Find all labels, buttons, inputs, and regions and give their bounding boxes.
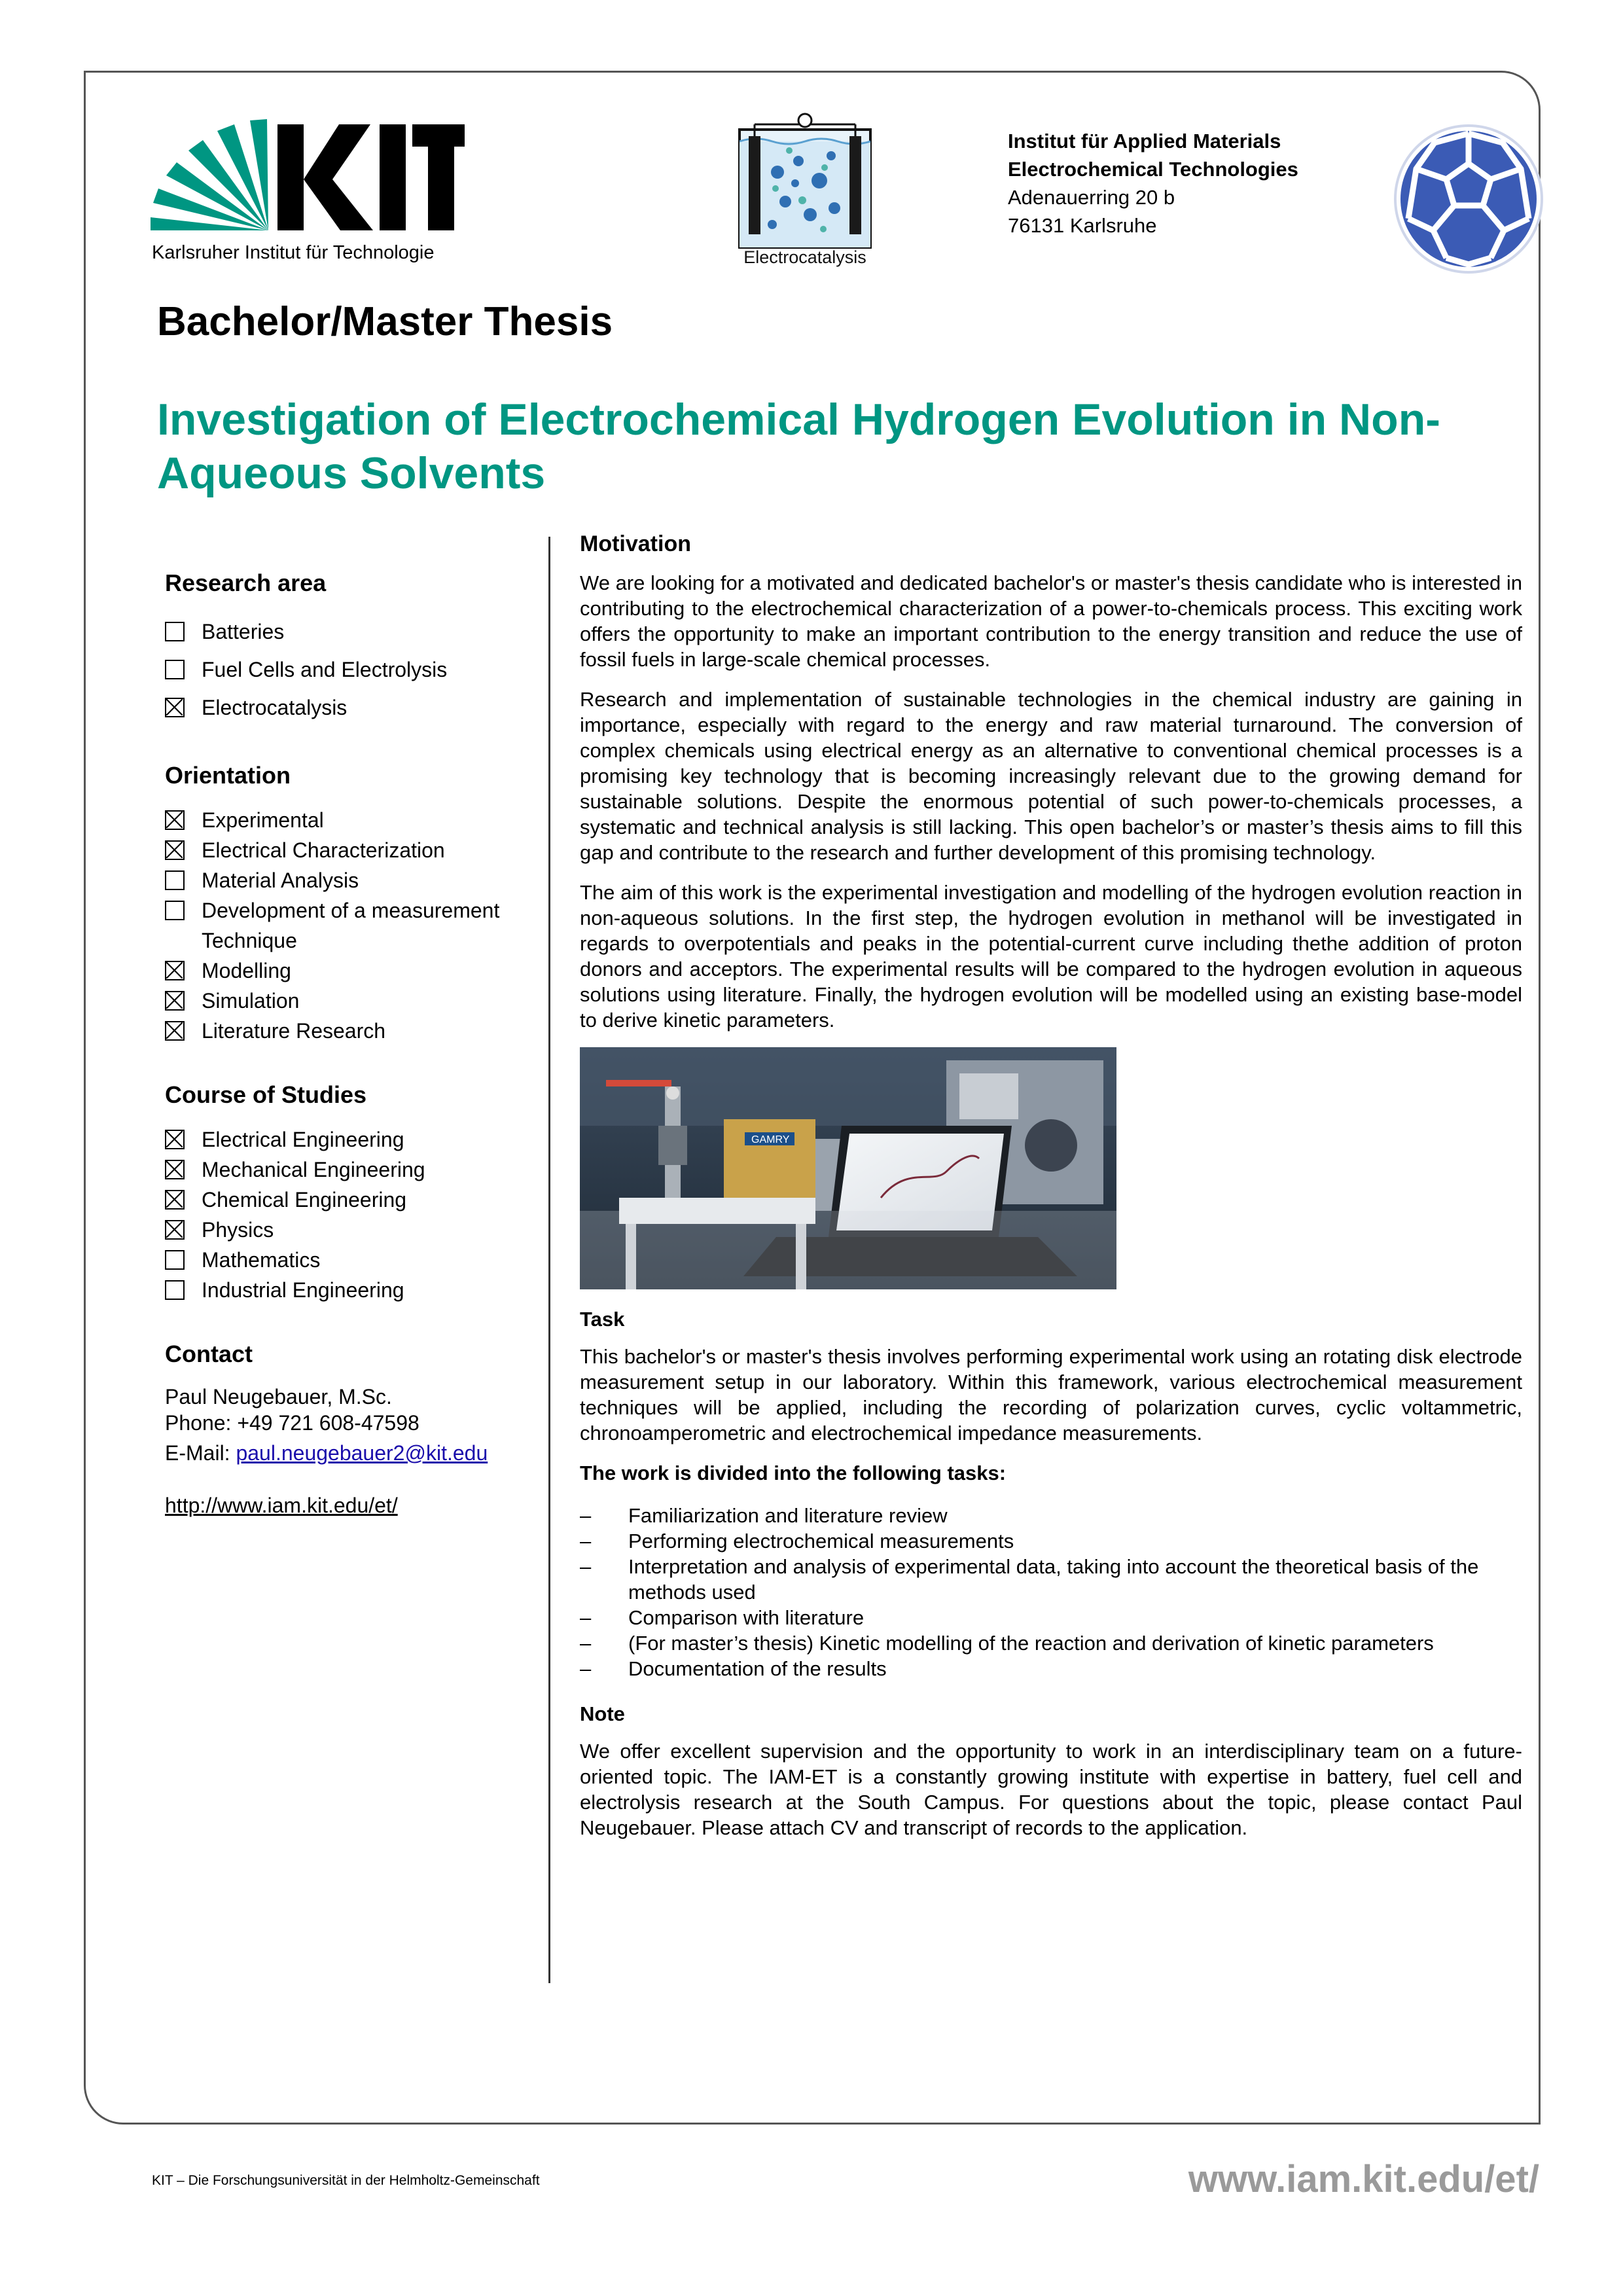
course-item	[165, 1275, 531, 1305]
list-item: – Documentation of the results	[580, 1657, 887, 1680]
list-item: – Interpretation and analysis of experimental data, taking into account the theoretical basis of the methods used	[580, 1555, 1479, 1604]
orientation-item	[165, 835, 531, 865]
website-link[interactable]: http://www.iam.kit.edu/et/	[165, 1494, 398, 1517]
checkbox-label: Material Analysis	[202, 869, 359, 892]
orientation-list	[165, 805, 531, 1046]
email-link[interactable]: paul.neugebauer2@kit.edu	[236, 1441, 488, 1465]
research-area-item	[165, 689, 531, 726]
checkbox-label: Mathematics	[202, 1248, 321, 1272]
address-line-3: Adenauerring 20 b	[1008, 186, 1175, 209]
orientation-item	[165, 986, 531, 1016]
checkbox-unchecked[interactable]	[165, 1250, 185, 1270]
checkbox-label: Electrical Engineering	[202, 1128, 404, 1151]
column-divider	[548, 537, 550, 1983]
task-paragraph: This bachelor's or master's thesis involves performing experimental work using an rotating disk electrode measurement setup in our laboratory. Within this framework, various electrochemical measurement techniques will be applied, including the recording of polarization curves, cyclic voltammetric, chronoamperometric and electrochemical impedance measurements.	[580, 1345, 1522, 1444]
motivation-paragraph-2: Research and implementation of sustainable technologies in the chemical industry are gaining in importance, especially with regard to the energy and raw material turnaround. The conversion of complex chemicals using electrical energy as an alternative to conventional chemical processes is a promising key technology that is becoming increasingly relevant due to the growing demand for sustainable solutions. Despite the enormous potential of such power-to-chemicals processes, a systematic and technical analysis is still lacking. This open bachelor’s or master’s thesis aims to fill this gap and contribute to the research and further development of this promising technology.	[580, 688, 1522, 864]
contact-phone: Phone: +49 721 608-47598	[165, 1411, 419, 1435]
kit-subtitle: Karlsruher Institut für Technologie	[152, 242, 435, 263]
checkbox-checked[interactable]	[165, 1021, 185, 1041]
task-list	[580, 1503, 1522, 1681]
checkbox-checked[interactable]	[165, 991, 185, 1011]
checkbox-label: Experimental	[202, 808, 324, 832]
checkbox-checked[interactable]	[165, 840, 185, 860]
address-line-4: 76131 Karlsruhe	[1008, 214, 1157, 237]
sidebar	[165, 569, 531, 1518]
main-content	[580, 531, 1522, 1855]
motivation-paragraph-1: We are looking for a motivated and dedicated bachelor's or master's thesis candidate who is interested in contributing to the electrochemical characterization of a power-to-chemicals process. This exciting work offers the opportunity to make an important contribution to the energy transition and reduce the use of fossil fuels in large-scale chemical processes.	[580, 571, 1522, 671]
contact-section	[165, 1340, 531, 1518]
course-item	[165, 1215, 531, 1245]
footer-tagline: KIT – Die Forschungsuniversität in der Helmholtz-Gemeinschaft	[152, 2173, 540, 2188]
motivation-paragraph-3: The aim of this work is the experimental investigation and modelling of the hydrogen evolution reaction in non-aqueous solutions. In the first step, the hydrogen evolution in methanol will be investigated in regards to overpotentials and peaks in the potential-current curve including thethe addition of proton donors and acceptors. The experimental results will be compared to the hydrogen evolution in aqueous solutions using literature. Finally, the hydrogen evolution will be modelled using an existing base-model to derive kinetic parameters.	[580, 881, 1522, 1031]
address-line-1: Institut für Applied Materials	[1008, 130, 1281, 152]
institute-address	[1008, 127, 1298, 240]
contact-email-row	[165, 1440, 531, 1466]
checkbox-label: Literature Research	[202, 1019, 386, 1043]
checkbox-unchecked[interactable]	[165, 660, 185, 679]
iam-et-logo	[1393, 123, 1544, 275]
course-heading: Course of Studies	[165, 1081, 367, 1108]
contact-name: Paul Neugebauer, M.Sc.	[165, 1385, 392, 1408]
list-item: – (For master’s thesis) Kinetic modelling of the reaction and derivation of kinetic parameters	[580, 1632, 1434, 1655]
checkbox-checked[interactable]	[165, 961, 185, 980]
list-item: – Performing electrochemical measurements	[580, 1530, 1014, 1552]
research-area-item	[165, 613, 531, 651]
research-area-heading: Research area	[165, 569, 327, 596]
research-area-item	[165, 651, 531, 689]
checkbox-checked[interactable]	[165, 1190, 185, 1210]
contact-heading: Contact	[165, 1340, 253, 1367]
task-heading: Task	[580, 1308, 625, 1331]
note-heading: Note	[580, 1702, 625, 1725]
orientation-item	[165, 895, 531, 956]
checkbox-label: Fuel Cells and Electrolysis	[202, 658, 448, 681]
checkbox-label: Physics	[202, 1218, 274, 1242]
motivation-heading: Motivation	[580, 531, 691, 556]
checkbox-checked[interactable]	[165, 698, 185, 717]
address-line-2: Electrochemical Technologies	[1008, 158, 1298, 181]
checkbox-label: Industrial Engineering	[202, 1278, 404, 1302]
checkbox-label: Electrocatalysis	[202, 696, 348, 719]
checkbox-label: Simulation	[202, 989, 300, 1013]
checkbox-label: Development of a measurement Technique	[202, 899, 500, 952]
checkbox-unchecked[interactable]	[165, 870, 185, 890]
thesis-type: Bachelor/Master Thesis	[157, 299, 613, 344]
course-item	[165, 1155, 531, 1185]
course-item	[165, 1245, 531, 1275]
orientation-item	[165, 865, 531, 895]
electrocatalysis-label: Electrocatalysis	[743, 247, 866, 267]
checkbox-checked[interactable]	[165, 1160, 185, 1179]
footer-url[interactable]: www.iam.kit.edu/et/	[1188, 2158, 1539, 2200]
checkbox-label: Mechanical Engineering	[202, 1158, 425, 1181]
checkbox-label: Electrical Characterization	[202, 838, 445, 862]
checkbox-label: Batteries	[202, 620, 285, 643]
checkbox-unchecked[interactable]	[165, 1280, 185, 1300]
checkbox-checked[interactable]	[165, 1130, 185, 1149]
gamry-label: GAMRY	[751, 1134, 790, 1145]
lab-setup-photo	[580, 1047, 1116, 1289]
checkbox-unchecked[interactable]	[165, 901, 185, 920]
electrocatalysis-logo	[726, 110, 883, 267]
course-item	[165, 1124, 531, 1155]
list-item: – Comparison with literature	[580, 1606, 865, 1629]
orientation-heading: Orientation	[165, 762, 291, 789]
checkbox-checked[interactable]	[165, 1220, 185, 1240]
checkbox-label: Modelling	[202, 959, 291, 982]
note-paragraph: We offer excellent supervision and the opportunity to work in an interdisciplinary team on a future-oriented topic. The IAM-ET is a constantly growing institute with expertise in battery, fuel cell and electrolysis research at the South Campus. For questions about the topic, please contact Paul Neugebauer. Please attach CV and transcript of records to the application.	[580, 1740, 1522, 1839]
research-area-list	[165, 613, 531, 726]
orientation-item	[165, 1016, 531, 1046]
course-list	[165, 1124, 531, 1305]
thesis-title: Investigation of Electrochemical Hydrogen Evolution in Non-Aqueous Solvents	[157, 395, 1440, 498]
email-label: E-Mail:	[165, 1441, 236, 1465]
orientation-item	[165, 956, 531, 986]
task-subheading: The work is divided into the following tasks:	[580, 1462, 1007, 1484]
orientation-item	[165, 805, 531, 835]
course-item	[165, 1185, 531, 1215]
checkbox-checked[interactable]	[165, 810, 185, 830]
list-item: – Familiarization and literature review	[580, 1504, 948, 1527]
checkbox-unchecked[interactable]	[165, 622, 185, 641]
checkbox-label: Chemical Engineering	[202, 1188, 407, 1211]
